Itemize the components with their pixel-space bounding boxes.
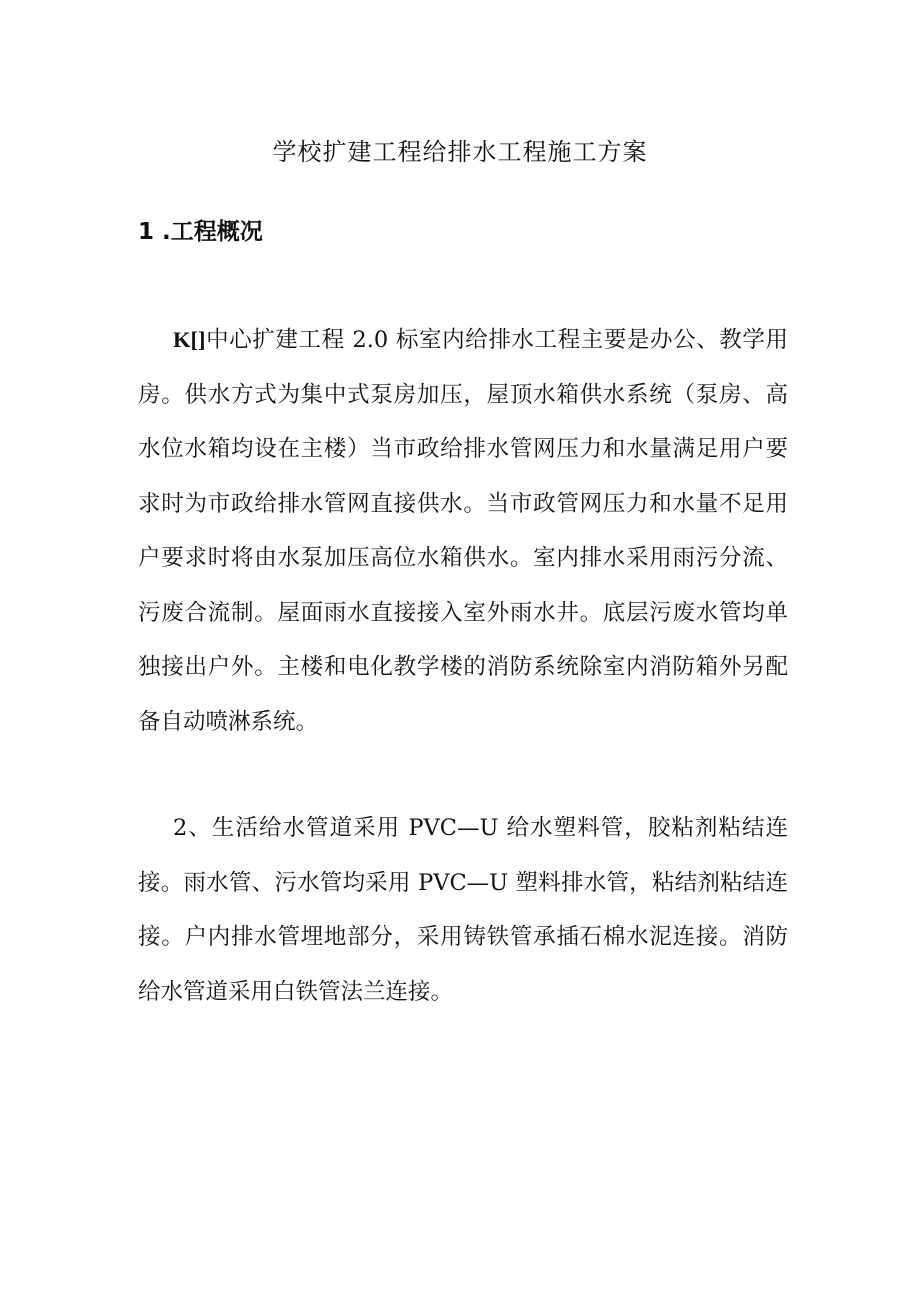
- paragraph-overview-text: 中心扩建工程 2.0 标室内给排水工程主要是办公、教学用房。供水方式为集中式泵房加压，屋顶水箱供水系统（泵房、高水位水箱均设在主楼）当市政给排水管网压力和水量满足用户要求时为市政给排水管网直接供水。当市政管网压力和水量不足用户要求时将由水泵加压高位水箱供水。室内排水采用雨污分流、污废合流制。屋面雨水直接接入室外雨水井。底层污废水管均单独接出户外。主楼和电化教学楼的消防系统除室内消防箱外另配备自动喷淋系统。: [138, 327, 788, 735]
- paragraph-materials: 2、生活给水管道采用 PVC—U 给水塑料管，胶粘剂粘结连接。雨水管、污水管均采用 PVC—U 塑料排水管，粘结剂粘结连接。户内排水管埋地部分，采用铸铁管承插石棉水泥连接。消防给水管道采用白铁管法兰连接。: [138, 815, 788, 1005]
- paragraph-lead: K[]: [173, 327, 206, 352]
- document-title: 学校扩建工程给排水工程施工方案: [272, 138, 648, 166]
- paragraph-overview: [138, 313, 788, 749]
- section-heading: 1 .工程概况: [138, 219, 263, 245]
